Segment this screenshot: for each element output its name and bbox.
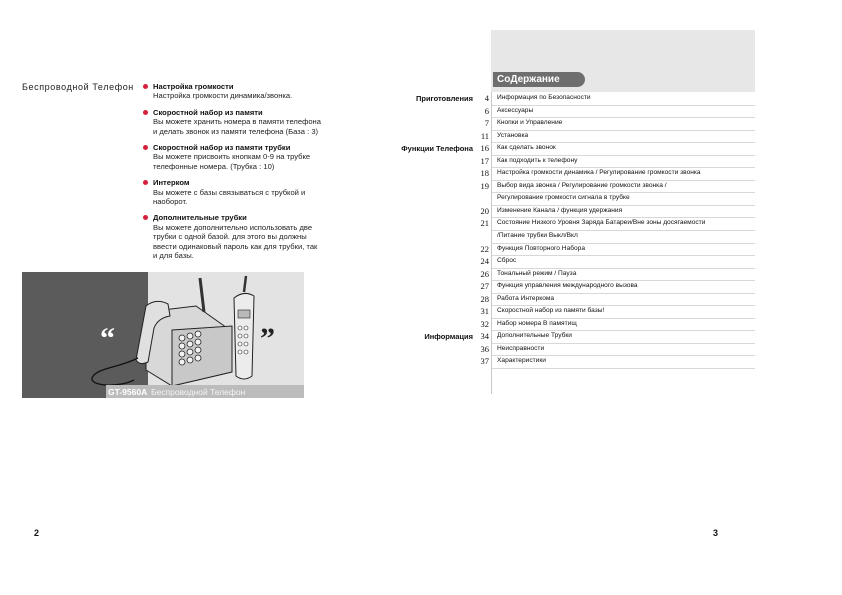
- toc-entry: Выбор вида звонка / Регулирование громкости звонка /: [497, 181, 667, 189]
- toc-page-number: 31: [480, 306, 489, 317]
- bullet-icon: [143, 145, 148, 150]
- toc-page-number: 28: [480, 293, 489, 304]
- feature-item: [143, 213, 321, 260]
- toc-row[interactable]: [380, 181, 755, 194]
- toc-section: Функции Телефона: [401, 144, 473, 154]
- toc-row[interactable]: [380, 118, 755, 131]
- feature-title: Настройка громкости: [153, 82, 234, 91]
- toc-row[interactable]: [380, 156, 755, 169]
- feature-title: Скоростной набор из памяти: [153, 107, 263, 117]
- toc-entry: Регулирование громкости сигнала в трубке: [497, 194, 630, 202]
- toc-page-number: 4: [484, 93, 489, 103]
- bullet-icon: [143, 215, 148, 220]
- feature-desc: Вы можете присвоить кнопкам 0-9 на трубке телефонные номера. (Трубка : 10): [153, 152, 311, 171]
- side-title: Беспроводной Телефон: [22, 82, 134, 92]
- toc-entry: Характеристики: [497, 357, 546, 365]
- feature-item: [143, 143, 321, 171]
- toc-page-number: 26: [480, 268, 489, 279]
- toc-entry: Скоростной набор из памяти базы!: [497, 307, 605, 315]
- page-number-right: 3: [713, 528, 719, 538]
- model-name: GT-9560A: [108, 387, 148, 397]
- toc-row[interactable]: [380, 218, 755, 231]
- feature-list: [143, 82, 321, 268]
- toc-row[interactable]: [380, 93, 755, 106]
- toc-rule: [492, 368, 755, 369]
- toc-entry: Работа Интеркома: [497, 294, 555, 302]
- toc-row[interactable]: [380, 168, 755, 181]
- toc-page-number: 17: [480, 155, 489, 166]
- feature-title: Интерком: [153, 178, 190, 188]
- toc-entry: Тональный режим / Пауза: [497, 269, 577, 277]
- toc-section: Информация: [424, 332, 473, 342]
- toc-page-number: 7: [484, 118, 489, 129]
- feature-title: Скоростной набор из памяти трубки: [153, 143, 291, 153]
- toc-row[interactable]: [380, 231, 755, 244]
- toc-page-number: 32: [480, 318, 489, 329]
- toc-page-number: 11: [480, 130, 489, 141]
- toc-page-number: 34: [480, 331, 489, 342]
- quote-close: ”: [260, 322, 275, 355]
- toc-page-number: 22: [480, 243, 489, 254]
- bullet-icon: [143, 110, 148, 115]
- quote-open: “: [100, 322, 115, 355]
- toc-entry: Сброс: [497, 257, 517, 265]
- feature-desc: Вы можете с базы связываться с трубкой и наоборот.: [153, 187, 306, 207]
- toc-entry: Набор номера В памятищ: [497, 319, 577, 327]
- toc-row[interactable]: [380, 206, 755, 219]
- toc-page-number: 27: [480, 281, 489, 292]
- toc-entry: Состояние Низкого Уровня Заряда Батареи/Вне зоны досягаемости: [497, 219, 706, 227]
- toc-page-number: 37: [480, 356, 489, 367]
- bullet-icon: [143, 180, 148, 185]
- toc-entry: Настройка громкости динамика / Регулирование громкости звонка: [497, 169, 701, 177]
- toc-page-number: 19: [480, 180, 489, 191]
- toc-entry: Установка: [497, 131, 529, 139]
- toc-page-number: 16: [480, 143, 489, 154]
- toc-row[interactable]: [380, 256, 755, 269]
- page-number-left: 2: [34, 528, 40, 538]
- toc-entry: Как подходить к телефону: [497, 156, 578, 164]
- bullet-icon: [143, 84, 148, 89]
- toc-row[interactable]: [380, 106, 755, 119]
- toc-row[interactable]: [380, 294, 755, 307]
- toc-row[interactable]: [380, 193, 755, 206]
- toc-title: СоДержание: [493, 72, 585, 87]
- toc-page-number: 18: [480, 168, 489, 179]
- toc-entry: Аксессуары: [497, 106, 534, 114]
- toc-entry: Дополнительные Трубки: [497, 332, 572, 340]
- feature-desc: Настройка громкости динамика/звонка.: [153, 91, 293, 101]
- toc-entry: Функция Повторного Набора: [497, 244, 586, 252]
- feature-item: [143, 108, 321, 136]
- toc-row[interactable]: [380, 331, 755, 344]
- toc-page-number: 6: [484, 105, 489, 116]
- toc-page-number: 21: [480, 218, 489, 229]
- toc-row[interactable]: [380, 131, 755, 144]
- toc-row[interactable]: [380, 244, 755, 257]
- feature-desc: Вы можете хранить номера в памяти телефона и делать звонок из памяти телефона (База : 3): [153, 117, 321, 136]
- toc-page-number: 20: [480, 205, 489, 216]
- toc-entry: Информация по Безопасности: [497, 94, 591, 101]
- feature-desc: Вы можете дополнительно использовать две трубки с одной базой. для этого вы должны ввести одинаковый пароль как для трубки, так и для базы.: [153, 222, 318, 261]
- feature-item: [143, 82, 321, 101]
- toc-entry: Кнопки и Управление: [497, 119, 563, 127]
- toc-page-number: 36: [480, 343, 489, 354]
- toc-entry: /Питание трубки Выкл/Вкл: [497, 232, 578, 240]
- toc-row[interactable]: [380, 143, 755, 156]
- toc-section: Приготовления: [415, 94, 473, 103]
- toc-entry: Изменение Канала / функция удержания: [497, 206, 623, 214]
- toc-row[interactable]: [380, 356, 755, 369]
- toc-row[interactable]: [380, 319, 755, 332]
- toc-entry: Неисправности: [497, 344, 545, 352]
- toc-entry: Функция управления международного вызова: [497, 282, 638, 290]
- toc-row[interactable]: [380, 306, 755, 319]
- toc-row[interactable]: [380, 269, 755, 282]
- product-photo: [22, 272, 304, 398]
- photo-subtitle: Беспроводной Телефон: [151, 387, 246, 397]
- table-of-contents: [380, 93, 755, 369]
- feature-item: [143, 178, 321, 206]
- toc-row[interactable]: [380, 344, 755, 357]
- toc-entry: Как сделать звонок: [497, 144, 556, 152]
- toc-page-number: 24: [480, 256, 489, 267]
- toc-row[interactable]: [380, 281, 755, 294]
- feature-title: Дополнительные трубки: [153, 213, 247, 223]
